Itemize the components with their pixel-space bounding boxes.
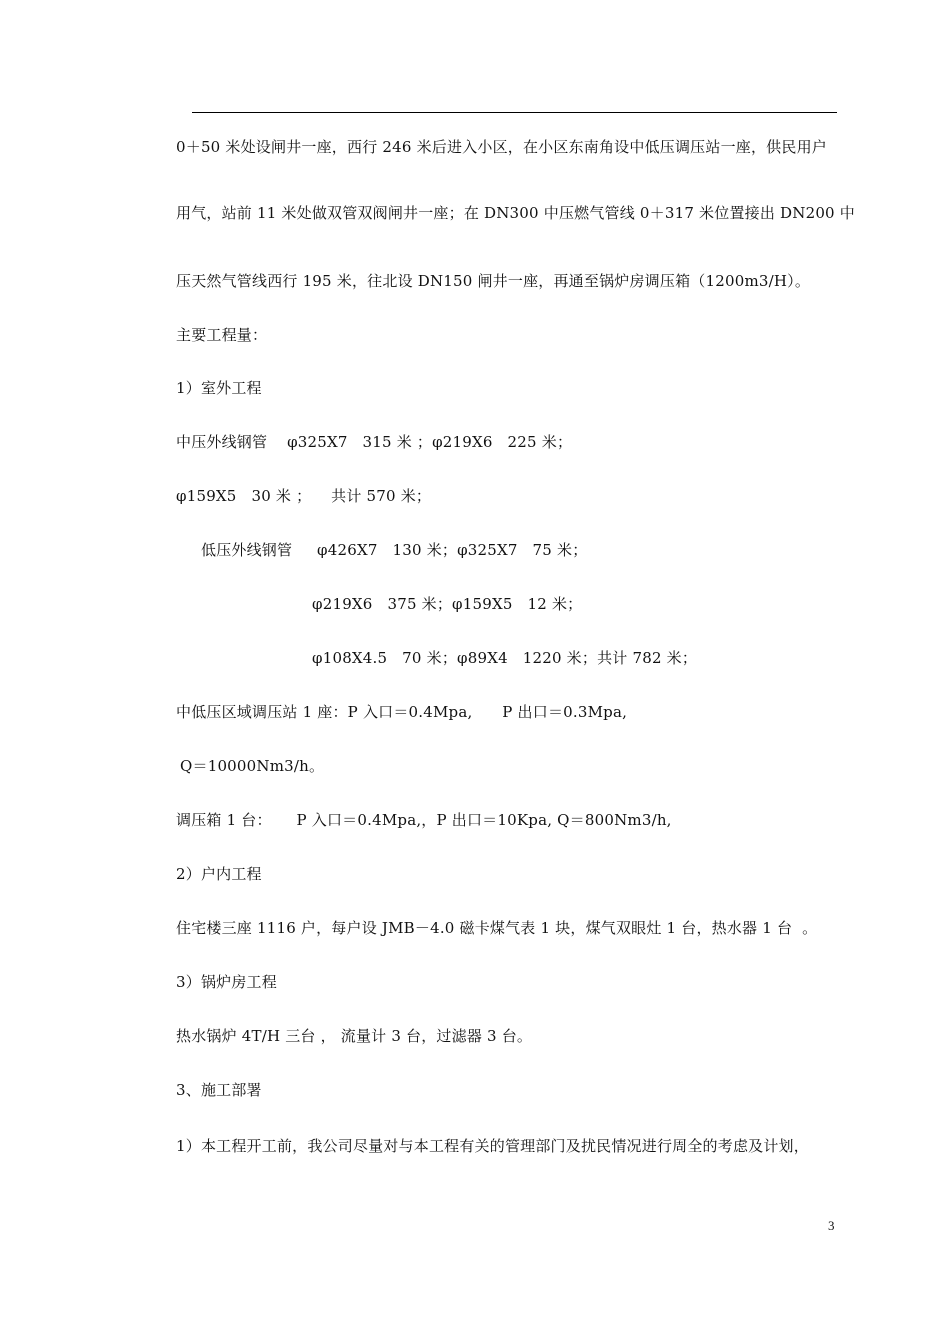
boiler-room-quantity-line: 热水锅炉 4T/H 三台 ， 流量计 3 台，过滤器 3 台。	[176, 1027, 533, 1045]
regulator-station-line: 中低压区域调压站 1 座：P 入口＝0.4Mpa, P 出口＝0.3Mpa,	[176, 703, 628, 721]
construction-deployment-line-1: 1）本工程开工前，我公司尽量对与本工程有关的管理部门及扰民情况进行周全的考虑及计划，	[176, 1137, 809, 1155]
section-heading-main-quantities: 主要工程量：	[176, 326, 268, 344]
header-rule	[192, 112, 837, 113]
section-heading-construction-deployment: 3、施工部署	[176, 1081, 262, 1099]
quantity-line-medium-pressure: 中压外线钢管 φ325X7 315 米 ；φ219X6 225 米；	[176, 433, 573, 451]
subsection-heading-outdoor: 1）室外工程	[176, 379, 262, 397]
indoor-quantity-line: 住宅楼三座 1116 户，每户设 JMB－4.0 磁卡煤气表 1 块，煤气双眼灶 1 台，热水器 1 台 。	[176, 919, 818, 937]
quantity-line-medium-pressure-total: φ159X5 30 米 ； 共计 570 米；	[176, 487, 432, 505]
subsection-heading-boiler-room: 3）锅炉房工程	[176, 973, 277, 991]
quantity-line-low-pressure-2: φ219X6 375 米；φ159X5 12 米；	[312, 595, 583, 613]
subsection-heading-indoor: 2）户内工程	[176, 865, 262, 883]
regulator-station-flow-line: Q＝10000Nm3/h。	[180, 757, 325, 775]
body-line-3: 压天然气管线西行 195 米，往北设 DN150 闸井一座，再通至锅炉房调压箱（1200m3/H）。	[176, 272, 811, 290]
body-line-1: 0＋50 米处设闸井一座，西行 246 米后进入小区，在小区东南角设中低压调压站一座，供民用户	[176, 138, 827, 156]
quantity-line-low-pressure: 低压外线钢管 φ426X7 130 米；φ325X7 75 米；	[201, 541, 588, 559]
body-line-2: 用气，站前 11 米处做双管双阀闸井一座；在 DN300 中压燃气管线 0＋317 米位置接出 DN200 中	[176, 204, 855, 222]
quantity-line-low-pressure-total: φ108X4.5 70 米；φ89X4 1220 米；共计 782 米；	[312, 649, 698, 667]
regulator-box-line: 调压箱 1 台： P 入口＝0.4Mpa,，P 出口＝10Kpa, Q＝800Nm3/h,	[176, 811, 672, 829]
page-number: 3	[828, 1218, 835, 1233]
